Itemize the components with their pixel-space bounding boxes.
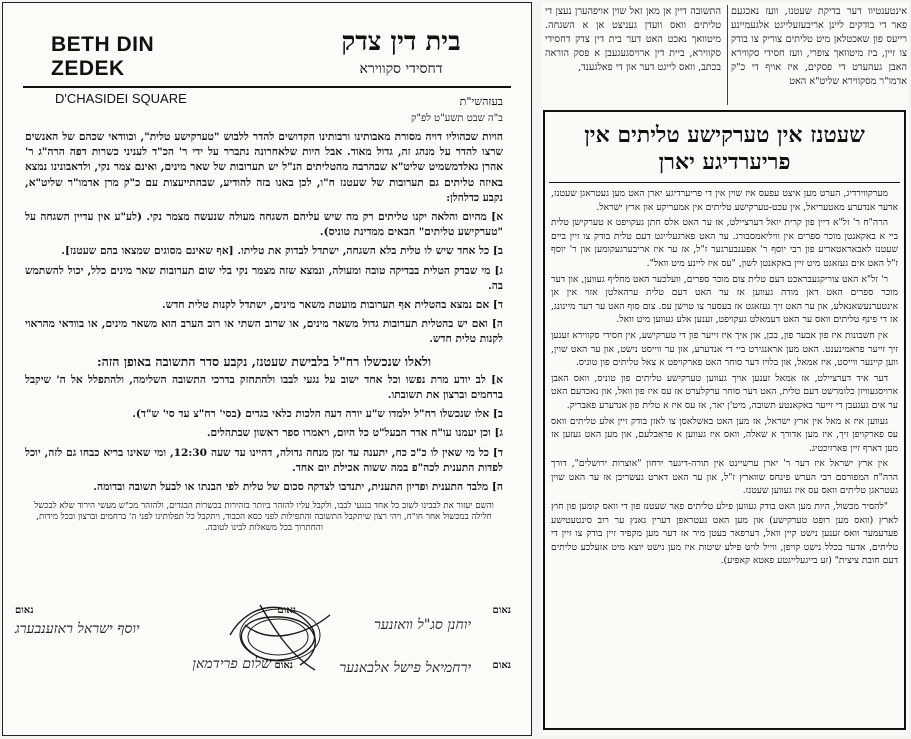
ruling-d: ד] אם נמצא בהטלית אף תערובות מועטת משאר מינים, ישתדל לקנות טלית חדש. [162,299,503,312]
teshuva-d: ד] כל מי שאין לו כ"כ כח, יתענה עד זמן מנחה גדולה, דהיינו עד שעה 12:30, ומי שאינו בריא כבחו גם לזה, יוכל לפדות התענית לכה"פ במה ששוה אכילת יום אחד. [25,446,503,474]
ruling-a: א] מהיום והלאה יקנו טליתים רק מה שיש עליהם השגחה מעולה שנעשה מצמר נקי. (לע"ע אין עדיין השגחה על "טערקישע טליתים" הבאים ממדינת טוניס). [25,211,503,239]
article-paragraph: אין חשבונות איז פון אבער פון, בכן, און איך איז זייער פון די טערקישע, אין חסידי סקווירא זענען זיך זייער פראמינענט. האט מען אראנגירט ביי די אנדערע, און ער ווייסט נישט, און ער האט שוין, ווען קיינער ווייסט, איז אמאל, און בלויז דער סוחר האט פארקויפט א צאל טליתים פון טוניס. [551,329,898,369]
ruling-g: ג] מי שבדק הטלית בבדיקה טובה ומעולה, ונמצא שזה מצמר נקי בלי שום תערובות שאר מינים כלל, יכול להשתמש בה. [25,264,503,292]
teshuva-h: ה] מלבד התענית ופדיון התענית, יתנדבו לצדקה סכום של טלית לפי הבנתו או לבעל תשובה ובדומה. [93,481,503,494]
article-paragraph: דער איד דערציילט, אז אמאל זענען אויך געווען טערקישע טליתים פון טוניס, וואס האבן ארויסגעוויזן כלומרשט דעם טלית, האט דער סוחר ערקלערט אז עס איז פון וואל, און נאכדעם האט ער אים געגעבן די זייער באקאנטע תשובה, מיט'ן יאר, אז עס איז א טלית פון אנדערע פאבריק. [551,372,898,411]
article-paragraph: מערקווירדיג, הערט מען איצט עפעס איז שוין אין די פריערדיגע יארן האט מען געטראגן שעטנז, אדער אנדערע מאטעריאל, אין עכט-טערקישע טליתים אין אמעריקע און ארץ ישראל. [551,188,898,213]
teshuva-a: א] לב יודע מרת נפשו וכל אחד ישוב על נגעי לבבו ולהתחזק בדרכי התשובה השלימה, ולהתפלל אל ה' שיקבל ברחמים וברצון את תשובתו. [25,373,503,402]
sig-label: נאום [15,605,34,616]
signature-2: שלום פרידמאן [192,656,271,672]
letterhead-hebrew [291,27,511,78]
signature-1: יוחנן סג"ל וואזנער [374,617,471,633]
ruling-b: ב] כל אחד שיש לו טלית בלא השגחה, ישתדל לבדוק את טליתו. [אף שאינם מסוגים שמצאו בהם שעטנז]. [61,245,503,258]
article-paragraph: אין ארץ ישראל איז דער ר' יארן ערשיינט אין תורה-דיגער ירחון "אוצרות ירושלים", דורך הרה"ח המפורסם רבי הערש פינחס שווארץ ז"ל, און ער האט דארט געשריבן אז ער האט שוין געטראגן טליתים וואס עס איז געווען שעטנז. [551,458,898,497]
article-paragraph: געווען איז א מאל אין ארץ ישראל, אז מען האט באשלאסן צו לאזן בודק זיין אלע טליתים וואס עס פארקויפן זיך, איז מען אדורך א שאלה, וואס איז געווען א פראבלעם, און מען האט געזען אז מען דארף זיין פארזיכטיג. [551,415,898,454]
newspaper-clipping [541,2,909,736]
closing-blessing: והשם יעזור את לבבינו לשוב כל אחד בנגעי לבבו, ולקבל עליו להזהר ביותר בזהירות בכשרות הבגדים, ולהזהר מכ"ש מעשי הירוד שלא לבכשל חלילה במכשול אחר חו"ח, ויהי רצון שיתקבל התשובה והתפילות לפני כסא הכבוד, ויתקבל כל תפלותינו לפני ה' ברחמים וברצון ובכל מידות, והחתרוך בכל משאלות לבינו לטובה. [34,501,494,534]
bsd-mark: בעזהשי"ת [459,95,503,108]
letter-date: ב"ה שבט תשע"ט לפ"ק [411,113,503,124]
teshuva-b: ב] אלו שנכשלו רח"ל ילמדו ש"ע יורה דעה הלכות כלאי בגדים (בסי' רח"צ עד סי' ש"ד). [132,408,503,421]
column-left: התשובה דיין אן מאן זאל שוין אויפהערן נעצן די טליתים וואס וועדן געניצט אן א השגחה. מיטוואך נאכט האט דער בית דין צדק דחסידי סקווירא, ביית דין ארויסגעגעבן א פסק הוראה בכתב, וואס לייגט דער און די פאלגענד, [545,6,721,73]
article-body [551,187,898,568]
teshuva-heading: ולאלו שנכשלו רח"ל בלבישת שעטנז, נקבע סדר התשובה באופן הזה: [96,353,432,369]
sig-label: נאום [492,605,511,616]
signature-4: ירחמיאל פישל אלבאנער [339,660,471,676]
article-paragraph: ר' זל"א האט צוריקגעבראכט דעם טלית צום מוכר ספרים, וועלכער האט מחליף געווען, און דער מוכר ספרים האט דאן מודה געווען אז ער האט דעם טלית ערהאלטן אזוי אין אן אינטערנעשאנאלע, און ער האט זיך געזאגט אז בעסער צו טוישן עס. צום סוף האט ער דער מיינונג, אז די פינף טליתים וואס ער האט דעמאלט געקויפט, זענען אלע געווען מיט וואל. [551,273,898,326]
ruling-h: ה] ואם יש בהטלית תערובות גדול משאר מינים, או שרוב השתי או רוב הערב הוא משאר מינים, או בוודאי מהראוי לקנות טלית חדש. [25,318,503,346]
org-name-hebrew: בית דין צדק [341,27,461,57]
sig-label: נאום [277,605,296,616]
column-right: אינטענטיוו דער בדיקת שעטנז, וועז נאכגעם פאר די בודקים ליינן אריבעזעלייגט אלגעמיינע רייעס פון שאכטלאן מיט טליתים צוריק צו בודק צו זיין, ביז מיטוואך צופרי, וועז חסידי סקווירא האבן געהערט די פסקים, איז אויף די כ"ק אדמו"ר מסקווירא שליט"א האט [731,6,907,87]
sig-label: נאום [492,660,511,671]
signature-row-1 [15,603,511,663]
letter-body [25,130,503,534]
top-columns [541,2,909,110]
article-paragraph: הרה"ח ר' זל"א דיין פון קרית יואל דערציילט, אז ער האט אלס חתן געקויפט א טערקישן טלית ביי א באקאנטן מוכר ספרים אין וויליאמסבורג. ער האט פארגעלייגט דעם טלית בודק צו זיין ביים שעטנז לאבאראטאריע פון רבי יוסף ר' אפענבערגער ז"ל, אז ער איז אריבערגעקומען און ר' יוסף ז"ל האט אים געזאגט מיט זיין באקאנטן לשון, "עס איז ליינע מיט וואל". [551,217,898,269]
column-divider [727,5,728,105]
article-title: שעטנז אין טערקישע טליתים אין פריערדיגע יארן [584,122,865,175]
article-paragraph: "להסיר מכשול, היות מען האט בודק געווען פילע טליתים פאר שעטנז פון די וואס קומען פון חוץ לארץ (וואס מען רופט טערקישע) און מען האט געטראפן דערין גאנץ ער רוב סינטעטישע פעדעמער וואס זענען נישט קיין וואל, דערפאר בעטן מיר אז דער מען מקפיד זיין בודק צו זיין די טליתים, אדער בכלל נישט קויפן, ווייל לויט פילע שיטות איז מען נישט יוצא מיט אזעלכע טליתים דעם חובת ציצית" (זע בייגעלייגטע פאטא קאפיע). [551,501,898,567]
intro-paragraph: הויות שכהוליו דויה מסורת מאבותינו ורבותינו הקדושים להדר ללבוש "טערקישע טלית", וכוודאי שכהם של האנשים שרצו להדר על מנהג זה, גדול מאוד. אבל היות שלאחרונה נתברר על ידי ר' הכ"ד לעניני כשרות דפה הרה"ג ר' אהרן גאלדמשמיט שליט"א שבהרבה מהטליתים הנ"ל יש תערובות של שאר מינים, ואינם צמר נקי, ולדאבונינו נמצא באיזה טליתים גם תערובות של שעטנז ח"ו, לכן באנו בזה להודיע, שבהתייעצות עם כ"ק מרן אדמו"ר שליט"א, נקבע כדלהלן: [25,131,503,204]
letterhead-divider [23,86,511,88]
teshuva-g: ג] וכן יעמנו עו"ח אדר הבעל"ט כל היום, ויאמרו ספר ראשון שבתהלים. [206,427,503,440]
signature-3: יוסף ישראל ראזענבערג [15,621,140,637]
beth-din-letter [2,2,532,736]
title-rule [549,182,900,183]
sig-label: נאום [274,660,293,671]
article-box [543,110,906,730]
org-subtitle-english: D'CHASIDEI SQUARE [55,91,187,106]
org-name-english: BETH DIN ZEDEK [51,33,155,80]
signature-row-2 [15,658,511,718]
org-subtitle-hebrew: דחסידי סקווירא [359,61,443,77]
